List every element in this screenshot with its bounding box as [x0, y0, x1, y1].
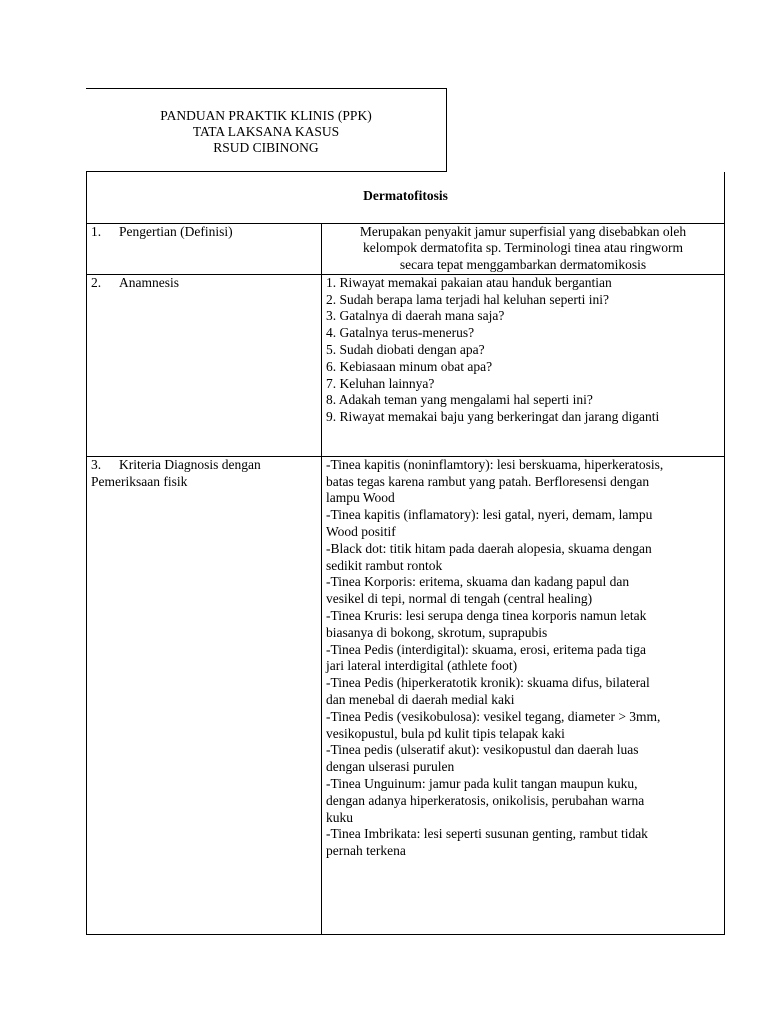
row-label: Anamnesis: [119, 274, 179, 290]
table-title: Dermatofitosis: [87, 172, 725, 223]
content-line: secara tepat menggambarkan dermatomikosis: [399, 257, 647, 273]
content-line: 5. Sudah diobati dengan apa?: [326, 342, 485, 358]
content-line: dengan adanya hiperkeratosis, onikolisis, perubahan warna: [326, 792, 645, 808]
content-line: 8. Adakah teman yang mengalami hal seperti ini?: [326, 392, 593, 408]
content-line: -Tinea Unguinum: jamur pada kulit tangan maupun kuku,: [326, 776, 638, 792]
header-line-2: TATA LAKSANA KASUS: [192, 124, 340, 139]
row-content-cell: [322, 223, 725, 274]
content-line: -Tinea kapitis (noninflamtory): lesi berskuama, hiperkeratosis,: [326, 456, 664, 472]
content-line: 4. Gatalnya terus-menerus?: [326, 325, 475, 341]
row-label-continued: Pemeriksaan fisik: [91, 473, 188, 489]
row-label-cell: [87, 456, 322, 934]
content-line: 3. Gatalnya di daerah mana saja?: [326, 308, 505, 324]
content-line: -Tinea Kruris: lesi serupa denga tinea korporis namun letak: [326, 608, 647, 624]
content-line: 7. Keluhan lainnya?: [326, 375, 435, 391]
row-number: 2.: [91, 274, 102, 290]
table-row: [87, 274, 725, 456]
row-number: 1.: [91, 223, 102, 239]
row-number: 3.: [91, 456, 102, 472]
content-line: dengan ulserasi purulen: [326, 759, 455, 775]
content-line: -Tinea Pedis (vesikobulosa): vesikel tegang, diameter > 3mm,: [326, 708, 661, 724]
content-line: -Tinea Korporis: eritema, skuama dan kadang papul dan: [326, 574, 630, 590]
content-line: vesikel di tepi, normal di tengah (central healing): [326, 591, 593, 607]
table-row: [87, 223, 725, 274]
row-label-cell: [87, 274, 322, 456]
content-line: dan menebal di daerah medial kaki: [326, 692, 515, 708]
document-header: [86, 88, 447, 172]
content-line: 2. Sudah berapa lama terjadi hal keluhan seperti ini?: [326, 291, 610, 307]
content-line: 1. Riwayat memakai pakaian atau handuk bergantian: [326, 274, 612, 290]
row-label: Pengertian (Definisi): [119, 223, 233, 239]
content-line: pernah terkena: [326, 843, 406, 859]
content-line: batas tegas karena rambut yang patah. Berfloresensi dengan: [326, 473, 650, 489]
content-line: kuku: [326, 809, 353, 825]
header-line-3: RSUD CIBINONG: [213, 140, 319, 155]
content-line: -Tinea Pedis (hiperkeratotik kronik): skuama difus, bilateral: [326, 675, 650, 691]
content-line: -Tinea Imbrikata: lesi seperti susunan genting, rambut tidak: [326, 826, 648, 842]
row-label: Kriteria Diagnosis dengan: [119, 456, 261, 472]
content-line: jari lateral interdigital (athlete foot): [326, 658, 518, 674]
content-line: lampu Wood: [326, 490, 395, 506]
content-line: -Tinea kapitis (inflamatory): lesi gatal, nyeri, demam, lampu: [326, 507, 653, 523]
content-line: 9. Riwayat memakai baju yang berkeringat dan jarang diganti: [326, 409, 660, 425]
ppk-table: [86, 172, 725, 935]
table-row: [87, 456, 725, 934]
row-content-cell: [322, 456, 725, 934]
content-line: Wood positif: [326, 524, 396, 540]
row-content-cell: [322, 274, 725, 456]
content-line: kelompok dermatofita sp. Terminologi tinea atau ringworm: [362, 240, 684, 256]
content-line: Merupakan penyakit jamur superfisial yang disebabkan oleh: [359, 223, 687, 239]
content-line: sedikit rambut rontok: [326, 557, 443, 573]
content-line: -Tinea Pedis (interdigital): skuama, erosi, eritema pada tiga: [326, 641, 647, 657]
content-line: -Tinea pedis (ulseratif akut): vesikopustul dan daerah luas: [326, 742, 639, 758]
content-line: vesikopustul, bula pd kulit tipis telapak kaki: [326, 725, 565, 741]
content-line: 6. Kebiasaan minum obat apa?: [326, 358, 493, 374]
content-line: -Black dot: titik hitam pada daerah alopesia, skuama dengan: [326, 540, 652, 556]
row-label-cell: [87, 223, 322, 274]
content-line: biasanya di bokong, skrotum, suprapubis: [326, 624, 548, 640]
header-line-1: PANDUAN PRAKTIK KLINIS (PPK): [160, 108, 372, 123]
